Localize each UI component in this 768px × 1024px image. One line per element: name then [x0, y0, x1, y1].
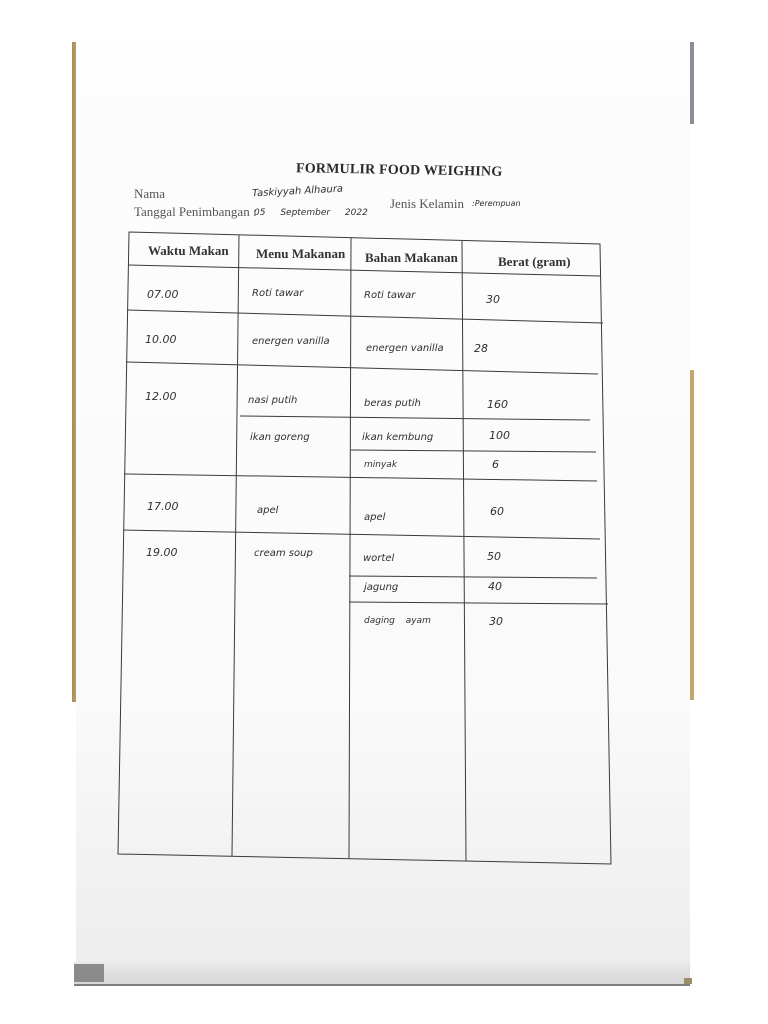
sub-line-1 — [240, 416, 590, 420]
row-line-2 — [126, 362, 598, 374]
sub-line-2 — [351, 450, 596, 452]
berat-cell: 40 — [488, 580, 502, 593]
row-line-1 — [127, 310, 603, 323]
menu-cell: cream soup — [254, 548, 313, 559]
row-line-4 — [123, 530, 600, 539]
bahan-cell: Roti tawar — [364, 290, 416, 301]
bahan-cell: ikan kembung — [362, 432, 434, 443]
sub-line-4 — [349, 602, 608, 604]
bahan-cell: beras putih — [364, 398, 421, 409]
nama-label: Nama — [134, 186, 166, 201]
gender-value: :Perempuan — [472, 199, 521, 208]
menu-cell: nasi putih — [248, 395, 298, 406]
header-bahan: Bahan Makanan — [365, 250, 458, 265]
row-line-3 — [124, 474, 597, 481]
menu-cell: Roti tawar — [252, 288, 304, 299]
gender-label: Jenis Kelamin — [390, 196, 465, 211]
waktu-cell: 19.00 — [146, 546, 178, 559]
bahan-cell: daging ayam — [364, 616, 431, 626]
header-menu: Menu Makanan — [256, 246, 346, 261]
berat-cell: 30 — [489, 615, 503, 628]
berat-cell: 160 — [487, 398, 508, 411]
col-line-3 — [462, 241, 466, 861]
menu-cell: energen vanilla — [252, 336, 330, 347]
table-border — [118, 232, 611, 864]
berat-cell: 28 — [474, 342, 488, 355]
bahan-cell: minyak — [364, 460, 398, 470]
waktu-cell: 07.00 — [147, 288, 179, 301]
nama-value: Taskiyyah Alhaura — [251, 183, 344, 200]
berat-cell: 6 — [492, 458, 499, 471]
sub-line-3 — [349, 576, 597, 578]
col-line-2 — [349, 238, 351, 858]
bahan-cell: wortel — [363, 553, 395, 564]
bahan-cell: apel — [364, 512, 386, 523]
waktu-cell: 12.00 — [145, 390, 177, 403]
berat-cell: 60 — [490, 505, 504, 518]
berat-cell: 100 — [489, 429, 510, 442]
waktu-cell: 17.00 — [147, 500, 179, 513]
bahan-cell: energen vanilla — [366, 343, 444, 354]
waktu-cell: 10.00 — [145, 333, 177, 346]
tanggal-label: Tanggal Penimbangan : — [134, 204, 257, 219]
berat-cell: 50 — [487, 550, 501, 563]
menu-cell: apel — [257, 505, 279, 516]
col-line-1 — [232, 235, 239, 856]
tanggal-value: 05 September 2022 — [254, 208, 368, 218]
form-title: FORMULIR FOOD WEIGHING — [295, 161, 503, 180]
menu-cell: ikan goreng — [250, 432, 310, 443]
header-waktu: Waktu Makan — [148, 243, 229, 258]
header-berat: Berat (gram) — [498, 254, 571, 269]
berat-cell: 30 — [486, 293, 500, 306]
bahan-cell: jagung — [364, 582, 399, 593]
